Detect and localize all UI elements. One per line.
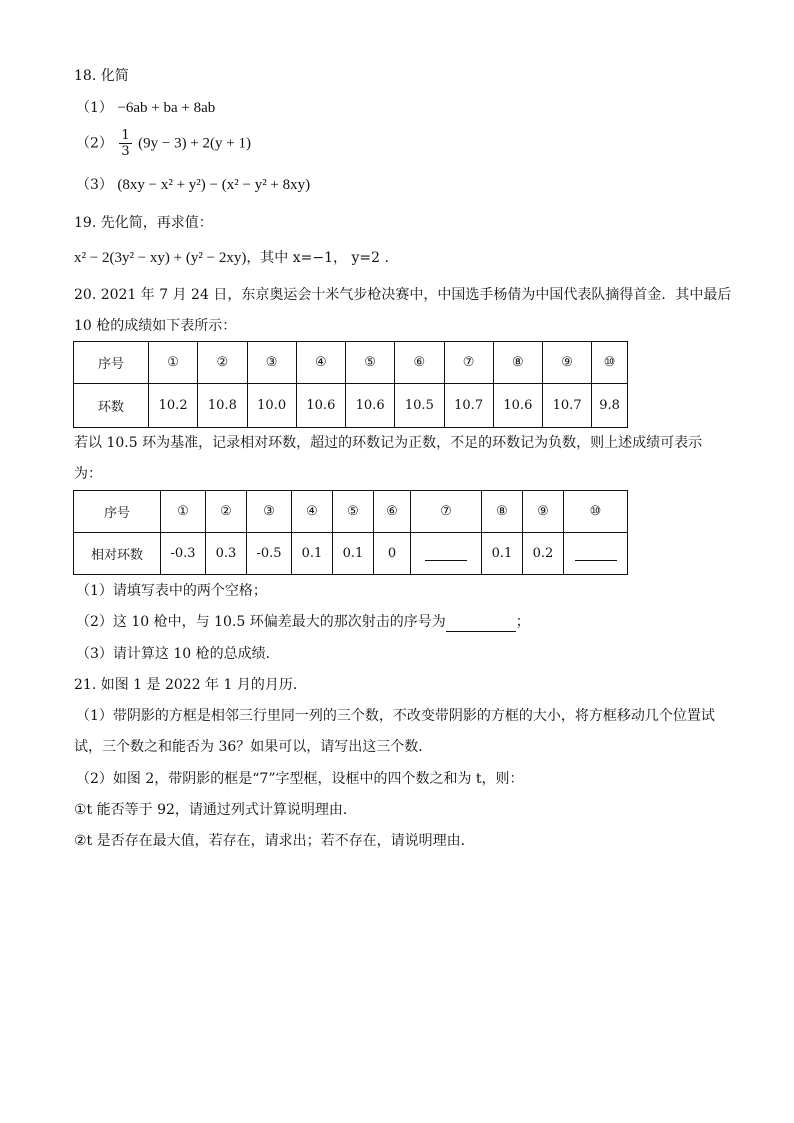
relative-table-cell: 0.1 xyxy=(333,533,374,575)
fraction-one-third xyxy=(119,128,131,159)
relative-table-column: ② xyxy=(206,491,247,533)
relative-table-column: ⑦ xyxy=(411,491,482,533)
score-table-column: ③ xyxy=(247,342,296,384)
relative-table-column: ⑨ xyxy=(523,491,564,533)
score-table-column: ⑩ xyxy=(592,342,628,384)
relative-table-column: ④ xyxy=(292,491,333,533)
relative-table-column: ⑤ xyxy=(333,491,374,533)
score-table-column: ② xyxy=(198,342,247,384)
q19-expression: x² − 2(3y² − xy) + (y² − 2xy) xyxy=(74,250,247,266)
q19-condition: ，其中 x=−1， y=2 . xyxy=(246,250,389,266)
q18-part3 xyxy=(76,175,310,195)
q19-title: 19. 先化简，再求值： xyxy=(74,215,213,231)
score-table-cell: 9.8 xyxy=(592,384,628,428)
score-table-column: ④ xyxy=(296,342,345,384)
score-table-column: ⑤ xyxy=(346,342,395,384)
q21-title: 21. 如图 1 是 2022 年 1 月的月历． xyxy=(74,677,307,693)
score-table-column: ① xyxy=(149,342,198,384)
q20-intro-line1: 20. 2021 年 7 月 24 日，东京奥运会十米气步枪决赛中，中国选手杨倩为中国代表队摘得首金．其中最后 xyxy=(74,287,732,303)
q20-intro-line2: 10 枪的成绩如下表所示： xyxy=(74,318,237,334)
score-table-cell: 10.7 xyxy=(444,384,493,428)
relative-table-column: ① xyxy=(161,491,206,533)
answer-blank[interactable] xyxy=(425,546,467,561)
relative-table-column: ③ xyxy=(247,491,292,533)
score-table-cell: 10.7 xyxy=(543,384,592,428)
score-table-value-row xyxy=(74,384,628,428)
fraction-denominator: 3 xyxy=(121,144,130,159)
relative-table-row-label: 相对环数 xyxy=(74,533,161,575)
relative-score-table xyxy=(73,490,628,575)
score-table-cell: 10.8 xyxy=(198,384,247,428)
q18-part3-expression: (8xy − x² + y²) − (x² − y² + 8xy) xyxy=(117,177,311,193)
q18-part1 xyxy=(76,98,215,118)
q21-part1-line1: （1）带阴影的方框是相邻三行里同一列的三个数，不改变带阴影的方框的大小，将方框移动几个位置试 xyxy=(76,708,715,724)
q18-part1-expression: −6ab + ba + 8ab xyxy=(117,100,216,116)
q20-middle-line1: 若以 10.5 环为基准，记录相对环数，超过的环数记为正数，不足的环数记为负数，则上述成绩可表示 xyxy=(74,435,703,451)
q18-title: 18. 化简 xyxy=(74,68,129,84)
q21-part2-b: ②t 是否存在最大值，若存在，请求出；若不存在，请说明理由． xyxy=(74,833,475,849)
q20-sub2 xyxy=(76,612,530,632)
answer-blank[interactable] xyxy=(575,546,617,561)
score-table-column: ⑧ xyxy=(493,342,542,384)
q18-part2 xyxy=(76,128,251,159)
relative-table-column: ⑧ xyxy=(482,491,523,533)
score-table-cell: 10.6 xyxy=(346,384,395,428)
relative-table-cell: -0.5 xyxy=(247,533,292,575)
q21-part2-a: ①t 能否等于 92，请通过列式计算说明理由． xyxy=(74,802,357,818)
q20-sub2-end: ； xyxy=(515,614,530,630)
q20-sub3: （3）请计算这 10 枪的总成绩． xyxy=(76,646,280,662)
relative-table-cell: 0.2 xyxy=(523,533,564,575)
score-table-header-row xyxy=(74,342,628,384)
score-table xyxy=(73,341,628,428)
relative-table-blank-cell[interactable] xyxy=(564,533,628,575)
q21-part2-line: （2）如图 2，带阴影的框是“7”字型框，设框中的四个数之和为 t，则： xyxy=(76,771,524,787)
relative-table-cell: -0.3 xyxy=(161,533,206,575)
relative-table-value-row xyxy=(74,533,628,575)
relative-table-column: ⑥ xyxy=(374,491,411,533)
q21-part1-line2: 试，三个数之和能否为 36？如果可以，请写出这三个数． xyxy=(74,739,433,755)
q18-part1-label: （1） xyxy=(76,100,113,116)
score-table-column: ⑨ xyxy=(543,342,592,384)
score-table-cell: 10.0 xyxy=(247,384,296,428)
q18-part2-expression: (9y − 3) + 2(y + 1) xyxy=(138,135,251,152)
score-table-cell: 10.5 xyxy=(395,384,444,428)
score-table-row-label: 环数 xyxy=(74,384,149,428)
score-table-cell: 10.2 xyxy=(149,384,198,428)
fraction-numerator: 1 xyxy=(121,128,130,143)
relative-table-header-label: 序号 xyxy=(74,491,161,533)
q18-part3-label: （3） xyxy=(76,177,113,193)
score-table-cell: 10.6 xyxy=(493,384,542,428)
score-table-cell: 10.6 xyxy=(296,384,345,428)
relative-table-column: ⑩ xyxy=(564,491,628,533)
score-table-column: ⑥ xyxy=(395,342,444,384)
relative-table-cell: 0.1 xyxy=(482,533,523,575)
relative-table-blank-cell[interactable] xyxy=(411,533,482,575)
relative-table-cell: 0 xyxy=(374,533,411,575)
score-table-column: ⑦ xyxy=(444,342,493,384)
relative-table-cell: 0.1 xyxy=(292,533,333,575)
q20-sub2-text: （2）这 10 枪中，与 10.5 环偏差最大的那次射击的序号为 xyxy=(76,614,446,630)
q19-problem xyxy=(74,248,389,268)
q20-sub1: （1）请填写表中的两个空格； xyxy=(76,583,267,599)
q20-middle-line2: 为： xyxy=(74,466,102,482)
relative-table-cell: 0.3 xyxy=(206,533,247,575)
score-table-header-label: 序号 xyxy=(74,342,149,384)
answer-blank[interactable] xyxy=(446,615,516,632)
q18-part2-label: （2） xyxy=(76,135,113,152)
relative-table-header-row xyxy=(74,491,628,533)
